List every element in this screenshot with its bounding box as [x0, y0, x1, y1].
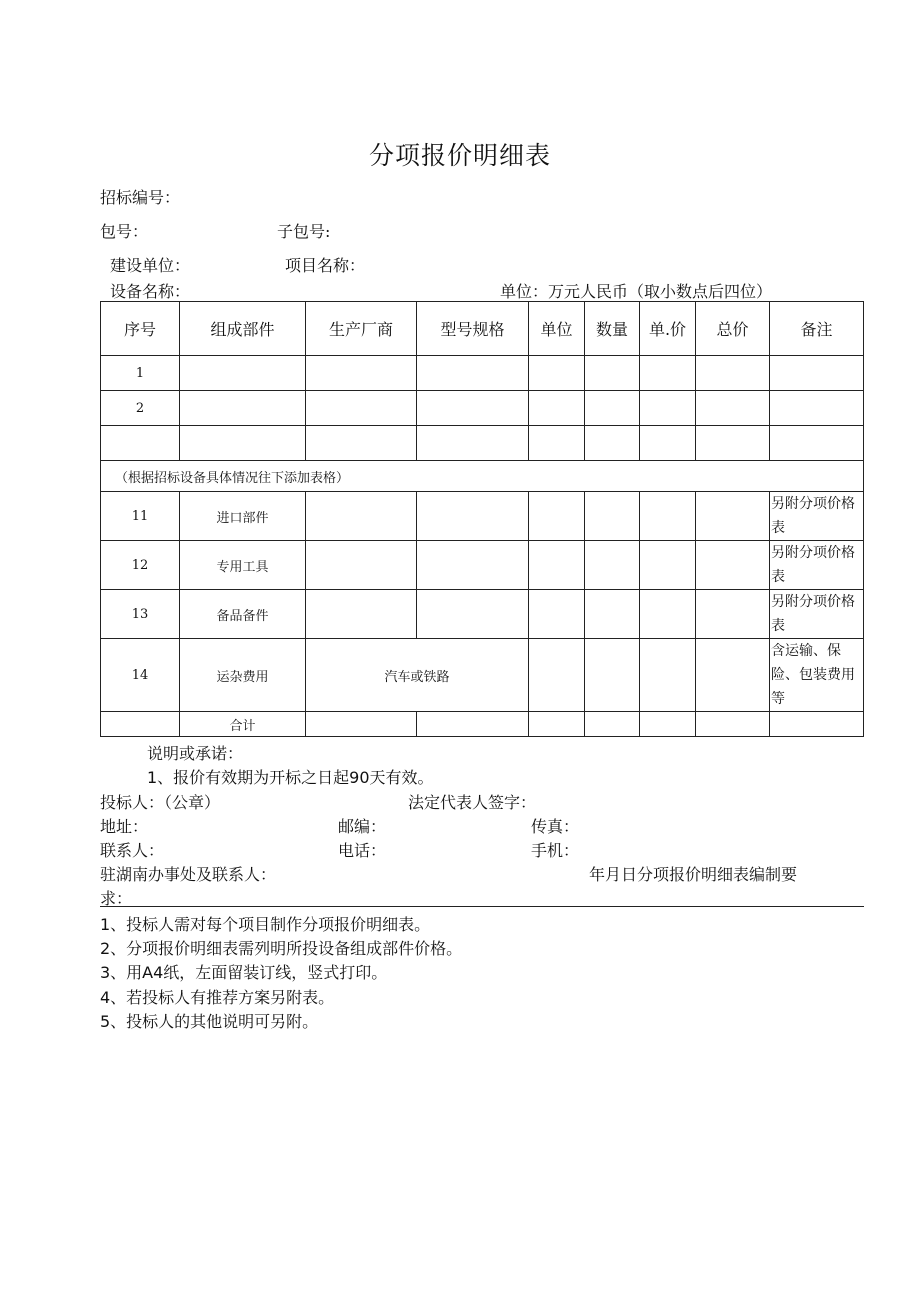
requirement-item: 2、分项报价明细表需列明所投设备组成部件价格。	[100, 939, 463, 958]
row-no: 13	[101, 590, 180, 639]
postcode-label: 邮编：	[338, 817, 387, 836]
col-header-component: 组成部件	[180, 302, 306, 356]
row-no: 2	[101, 391, 180, 426]
col-header-model: 型号规格	[417, 302, 529, 356]
requirement-item: 5、投标人的其他说明可另附。	[100, 1012, 319, 1031]
row-no: 12	[101, 541, 180, 590]
requirement-item: 1、投标人需对每个项目制作分项报价明细表。	[100, 915, 431, 934]
add-rows-note: （根据招标设备具体情况往下添加表格）	[101, 461, 864, 492]
row-no: 14	[101, 639, 180, 712]
project-name-label: 项目名称：	[285, 256, 366, 275]
table-row	[101, 492, 864, 541]
legal-rep-signature-label: 法定代表人签字：	[408, 793, 537, 812]
row-remark: 另附分项价格表	[770, 541, 864, 590]
row-remark: 另附分项价格表	[770, 590, 864, 639]
mobile-label: 手机：	[531, 841, 580, 860]
table-row	[101, 426, 864, 461]
table-row	[101, 356, 864, 391]
col-header-qty: 数量	[585, 302, 640, 356]
col-header-remark: 备注	[770, 302, 864, 356]
page-title: 分项报价明细表	[368, 141, 551, 170]
row-transport-mode: 汽车或铁路	[306, 639, 529, 712]
row-component: 备品备件	[180, 590, 306, 639]
requirements-heading-tail: 求：	[100, 889, 133, 908]
row-component: 进口部件	[180, 492, 306, 541]
bidder-seal-label: 投标人：（公章）	[100, 793, 221, 812]
requirement-item: 3、用A4纸，左面留装订线，竖式打印。	[100, 963, 388, 982]
requirement-item: 4、若投标人有推荐方案另附表。	[100, 988, 335, 1007]
table-row	[101, 391, 864, 426]
col-header-unit-price: 单.价	[640, 302, 696, 356]
row-component: 运杂费用	[180, 639, 306, 712]
phone-label: 电话：	[338, 841, 387, 860]
table-row	[101, 541, 864, 590]
tender-no-label: 招标编号：	[100, 188, 181, 207]
row-component: 专用工具	[180, 541, 306, 590]
table-row	[101, 639, 864, 712]
table-row	[101, 590, 864, 639]
fax-label: 传真：	[531, 817, 580, 836]
row-remark: 另附分项价格表	[770, 492, 864, 541]
col-header-unit: 单位	[529, 302, 585, 356]
total-label: 合计	[180, 712, 306, 737]
row-no	[101, 426, 180, 461]
col-header-maker: 生产厂商	[306, 302, 417, 356]
table-total-row	[101, 712, 864, 737]
sub-package-no-label: 子包号:	[277, 222, 331, 241]
row-no: 1	[101, 356, 180, 391]
address-label: 地址：	[100, 817, 149, 836]
table-span-note-row	[101, 461, 864, 492]
col-header-total: 总价	[696, 302, 770, 356]
statement-item-1: 1、报价有效期为开标之日起90天有效。	[147, 768, 434, 787]
contact-label: 联系人：	[100, 841, 165, 860]
builder-label: 建设单位：	[110, 256, 191, 275]
package-no-label: 包号：	[100, 222, 149, 241]
date-and-requirements-heading: 年月日分项报价明细表编制要	[589, 865, 798, 884]
divider	[100, 906, 864, 907]
row-no: 11	[101, 492, 180, 541]
unit-note: 单位：万元人民币（取小数点后四位）	[500, 282, 773, 301]
statement-heading: 说明或承诺：	[147, 744, 244, 763]
equipment-name-label: 设备名称：	[110, 282, 191, 301]
hunan-office-label: 驻湖南办事处及联系人：	[100, 865, 277, 884]
table-header-row	[101, 302, 864, 356]
col-header-no: 序号	[101, 302, 180, 356]
quote-table	[100, 301, 864, 737]
row-remark: 含运输、保险、包装费用等	[770, 639, 864, 712]
